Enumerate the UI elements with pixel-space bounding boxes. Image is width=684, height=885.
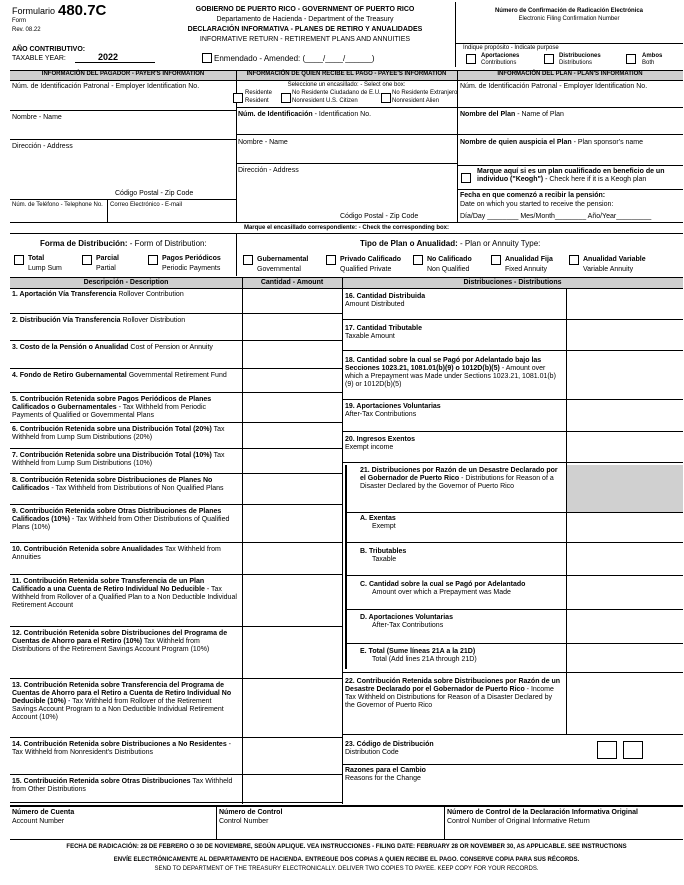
- left-line-9: [12, 508, 238, 532]
- plan-fixed-annuity-en: Fixed Annuity: [505, 266, 548, 273]
- right-line-8-es: B. Tributables: [360, 548, 407, 555]
- left-line-2-en: Rollover Distribution: [122, 317, 186, 324]
- left-line-5-es: 5. Contribución Retenida sobre Pagos Periódicos de Planes Calificados o Gubernamentales: [12, 396, 212, 411]
- keogh-label-en: - Check here if it is a Keogh plan: [545, 176, 647, 183]
- plan-fixed-annuity-es: Anualidad Fija: [505, 256, 553, 263]
- right-line-3: [345, 357, 563, 389]
- plan-sponsor-label-es: Nombre de quien auspicia el Plan: [460, 139, 572, 146]
- right-line-9: [360, 581, 564, 597]
- left-line-3-amount[interactable]: [243, 341, 341, 368]
- pension-date-fields[interactable]: Día/Day ________ Mes/Month________ Año/Year_________: [460, 213, 652, 220]
- payer-email-label: Correo Electrónico - E-mail: [110, 202, 183, 208]
- right-line-9-amount[interactable]: [567, 577, 682, 608]
- purpose-distributions-label-es: Distribuciones: [559, 53, 601, 59]
- right-line-8-en: Taxable: [372, 556, 397, 563]
- right-line-1-amount[interactable]: [567, 289, 682, 318]
- pension-date-label-en: Date on which you started to receive the pension:: [460, 201, 614, 208]
- right-line-14: [345, 767, 563, 783]
- right-line-9-es: C. Cantidad sobre la cual se Pagó por Adelantado: [360, 581, 526, 588]
- payee-resident-checkbox[interactable]: [233, 93, 243, 103]
- amended-checkbox[interactable]: [202, 53, 212, 63]
- plan-governmental-es: Gubernamental: [257, 256, 309, 263]
- left-line-9-en: - Tax Withheld from Other Distributions of Qualified Plans (10%): [12, 516, 230, 531]
- plan-qualified-private-es: Privado Calificado: [340, 256, 402, 263]
- right-line-14-es: Razones para el Cambio: [345, 767, 426, 774]
- right-line-11: [360, 648, 564, 664]
- left-line-15-amount[interactable]: [243, 775, 341, 802]
- payee-id-label-en: - Identification No.: [314, 111, 372, 118]
- left-line-12: [12, 630, 238, 654]
- right-line-5-es: 20. Ingresos Exentos: [345, 436, 416, 443]
- right-line-10-es: D. Aportaciones Voluntarias: [360, 614, 453, 621]
- left-line-14-amount[interactable]: [243, 738, 341, 774]
- right-line-11-amount[interactable]: [567, 644, 682, 671]
- right-line-12-es: 22. Contribución Retenida sobre Distribuciones por Razón de un Desastre Declarado por el Gobernador de Puerto Rico: [345, 678, 561, 693]
- tax-year-es: AÑO CONTRIBUTIVO:: [12, 46, 86, 53]
- plan-qualified-private-en: Qualified Private: [340, 266, 392, 273]
- dist-form-title-es: Forma de Distribución:: [40, 239, 128, 248]
- left-line-8: [12, 477, 238, 493]
- dist-partial-en: Partial: [96, 265, 116, 272]
- dist-lump-sum-es: Total: [28, 255, 45, 262]
- purpose-both-label-en: Both: [642, 60, 655, 66]
- tax-year-en: TAXABLE YEAR:: [12, 55, 66, 62]
- government-line: GOBIERNO DE PUERTO RICO - GOVERNMENT OF PUERTO RICO: [195, 6, 415, 13]
- form-word: Form: [12, 18, 26, 24]
- keogh-label-es: Marque aquí si es un plan cualificado en beneficio de un individuo ("Keogh"): [477, 168, 665, 183]
- dist-form-title-en: - Form of Distribution:: [129, 239, 207, 248]
- col-header-distributions: Distribuciones - Distributions: [463, 279, 562, 286]
- right-line-5-en: Exempt income: [345, 444, 394, 451]
- control-number-label-en: Control Number: [219, 818, 269, 825]
- right-line-4: [345, 403, 563, 419]
- left-line-3-en: Cost of Pension or Annuity: [130, 344, 213, 351]
- left-line-15-es: 15. Contribución Retenida sobre Otras Distribuciones: [12, 778, 191, 785]
- left-line-11-en: - Tax Withheld from Rollover of a Qualified Plan to a Non Deductible Individual Retirement Account: [12, 586, 237, 609]
- left-line-2-amount[interactable]: [243, 314, 341, 340]
- left-line-4-en: Governmental Retirement Fund: [128, 372, 227, 379]
- left-line-15-en: Tax Withheld from Other Distributions: [12, 778, 233, 793]
- left-line-4-amount[interactable]: [243, 369, 341, 392]
- right-line-12-en: - Income Tax Withheld on Distributions for Reason of a Disaster Declared by the Governor of Puerto Rico: [345, 686, 554, 709]
- original-control-label-es: Número de Control de la Declaración Informativa Original: [447, 809, 638, 816]
- original-control-label-en: Control Number of Original Informative Return: [447, 818, 590, 825]
- left-line-2: [12, 317, 238, 325]
- right-line-13-en: Distribution Code: [345, 749, 399, 756]
- left-line-12-es: 12. Contribución Retenida sobre Distribuciones del Programa de Cuentas de Ahorro para el Retiro (10%): [12, 630, 228, 645]
- payee-nonresident-citizen-es: No Residente Ciudadano de E.U.: [292, 90, 381, 96]
- left-line-13-en: - Tax Withheld from Rollover of the Retirement Savings Account Program to a Non Deductible Individual Retirement Account (10%): [12, 698, 224, 721]
- col-header-description: Descripción - Description: [83, 279, 169, 286]
- right-line-13: [345, 741, 563, 757]
- payee-resident-en: Resident: [245, 98, 269, 104]
- form-label: Formulario: [12, 6, 56, 16]
- plan-ein-label: Núm. de Identificación Patronal - Employer Identification No.: [460, 83, 648, 90]
- payee-section-header: INFORMACIÓN DE QUIEN RECIBE EL PAGO - PAYEE'S INFORMATION: [246, 71, 447, 77]
- left-line-11-es: 11. Contribución Retenida sobre Transferencia de un Plan Calificado a una Cuenta de Retiro Individual No Deducible: [12, 578, 205, 593]
- left-line-15: [12, 778, 238, 794]
- right-line-2: [345, 325, 563, 341]
- payer-section-header: INFORMACIÓN DEL PAGADOR - PAYER'S INFORMATION: [41, 71, 205, 77]
- right-line-7-amount[interactable]: [567, 511, 682, 541]
- form-number: 480.7C: [58, 2, 107, 19]
- right-line-3-en: - Amount over which a Prepayment was Made under Sections 1023.21, 1081.01(b)(9) or 1012D(b)(5): [345, 365, 556, 388]
- right-line-6-es: 21. Distribuciones por Razón de un Desastre Declarado por el Gobernador de Puerto Rico: [360, 467, 558, 482]
- purpose-both-checkbox[interactable]: [626, 54, 636, 64]
- right-line-3-es: 18. Cantidad sobre la cual se Pagó por Adelantado bajo las Secciones 1023.21, 1081.01(b)(9) o 1012D(b)(5): [345, 357, 542, 372]
- right-line-10-amount[interactable]: [567, 610, 682, 642]
- dist-periodic-es: Pagos Periódicos: [162, 255, 221, 262]
- right-line-14-en: Reasons for the Change: [345, 775, 421, 782]
- payee-nonresident-alien-checkbox[interactable]: [381, 93, 391, 103]
- right-line-5: [345, 436, 563, 452]
- plan-non-qualified-en: Non Qualified: [427, 266, 470, 273]
- left-line-10: [12, 546, 238, 562]
- left-line-11: [12, 578, 238, 610]
- left-line-10-en: Tax Withheld from Annuities: [12, 546, 221, 561]
- plan-variable-annuity-en: Variable Annuity: [583, 266, 634, 273]
- plan-non-qualified-es: No Calificado: [427, 256, 472, 263]
- left-line-1-es: 1. Aportación Vía Transferencia: [12, 291, 117, 298]
- left-line-12-en: Tax Withheld from Distributions of the Retirement Savings Account Program (10%): [12, 638, 210, 653]
- left-line-1-en: Rollover Contribution: [118, 291, 184, 298]
- right-line-6-en: - Distributions for Reason of a Disaster Declared by the Governor of Puerto Rico: [360, 475, 554, 490]
- right-line-2-en: Taxable Amount: [345, 333, 395, 340]
- payee-name-label: Nombre - Name: [238, 139, 288, 146]
- left-line-1-amount[interactable]: [243, 288, 341, 313]
- left-line-10-amount[interactable]: [243, 543, 341, 574]
- plan-sponsor-label-en: - Plan sponsor's name: [573, 139, 644, 146]
- payee-id-label-es: Núm. de Identificación: [238, 111, 313, 118]
- dist-periodic-checkbox[interactable]: [148, 255, 158, 265]
- payee-nonresident-alien-es: No Residente Extranjero: [392, 90, 458, 96]
- line-21-shaded-area: [567, 465, 683, 512]
- account-number-label-es: Número de Cuenta: [12, 809, 75, 816]
- keogh-label: [477, 168, 681, 184]
- left-line-14: [12, 741, 238, 757]
- left-line-14-es: 14. Contribución Retenida sobre Distribuciones a No Residentes: [12, 741, 227, 748]
- payer-zip-label: Código Postal - Zip Code: [115, 190, 194, 197]
- right-line-8: [360, 548, 564, 564]
- left-line-8-en: - Tax Withheld from Distributions of Non Qualified Plans: [51, 485, 224, 492]
- dist-partial-es: Parcial: [96, 255, 119, 262]
- left-line-13: [12, 682, 238, 722]
- dist-lump-sum-checkbox[interactable]: [14, 255, 24, 265]
- left-line-2-es: 2. Distribución Vía Transferencia: [12, 317, 121, 324]
- pension-date-label-es: Fecha en que comenzó a recibir la pensión:: [460, 192, 606, 199]
- purpose-label: Indique propósito - Indicate purpose: [463, 45, 559, 51]
- left-line-14-en: - Tax Withheld from Nonresident's Distributions: [12, 741, 232, 756]
- right-line-4-en: After-Tax Contributions: [345, 411, 417, 418]
- left-line-10-es: 10. Contribución Retenida sobre Anualidades: [12, 546, 164, 553]
- left-line-3: [12, 344, 238, 352]
- plan-type-title-en: - Plan or Annuity Type:: [460, 239, 541, 248]
- plan-non-qualified-checkbox[interactable]: [413, 255, 423, 265]
- plan-section-header: INFORMACIÓN DEL PLAN - PLAN'S INFORMATION: [497, 71, 643, 77]
- right-line-10-en: After-Tax Contributions: [372, 622, 444, 629]
- form-title-es: DECLARACIÓN INFORMATIVA - PLANES DE RETIRO Y ANUALIDADES: [187, 26, 423, 33]
- payee-resident-es: Residente: [245, 90, 273, 96]
- tax-year: 2022: [98, 52, 119, 62]
- plan-type-title-es: Tipo de Plan o Anualidad:: [360, 239, 458, 248]
- right-line-2-amount[interactable]: [567, 321, 682, 349]
- left-line-6-en: Tax Withheld from Lump Sum Distributions (20%): [12, 426, 225, 441]
- footer-send-en: SEND TO DEPARTMENT OF THE TREASURY ELECTRONICALLY. DELIVER TWO COPIES TO PAYEE. KEEP COPY FOR YOUR RECORDS.: [154, 866, 539, 872]
- left-line-7: [12, 452, 238, 468]
- left-line-6: [12, 426, 238, 442]
- plan-sponsor-label: [460, 139, 643, 147]
- left-line-12-amount[interactable]: [243, 627, 341, 678]
- left-line-6-amount[interactable]: [243, 423, 341, 448]
- right-line-7: [360, 515, 564, 531]
- left-line-9-es: 9. Contribución Retenida sobre Otras Distribuciones de Planes Calificados (10%): [12, 508, 222, 523]
- left-line-8-amount[interactable]: [243, 474, 341, 504]
- revision: Rev. 08.22: [12, 27, 41, 33]
- payee-select-label: Seleccione un encasillado: - Select one box:: [287, 82, 406, 88]
- right-line-8-amount[interactable]: [567, 544, 682, 574]
- purpose-both-label-es: Ambos: [642, 53, 663, 59]
- plan-variable-annuity-es: Anualidad Variable: [583, 256, 646, 263]
- left-line-13-es: 13. Contribución Retenida sobre Transferencia del Programa de Cuentas de Ahorro para el Retiro a Cuenta de Retiro Individual No Deducible (10%): [12, 682, 232, 705]
- payer-name-label: Nombre - Name: [12, 114, 62, 121]
- payee-nonresident-citizen-en: Nonresident U.S. Citizen: [292, 98, 358, 104]
- left-line-5-en: - Tax Withheld from Periodic Payments of Qualified or Governmental Plans: [12, 404, 207, 419]
- left-line-7-en: Tax Withheld from Lump Sum Distributions (10%): [12, 452, 225, 467]
- plan-governmental-checkbox[interactable]: [243, 255, 253, 265]
- footer-send-es: ENVÍE ELECTRÓNICAMENTE AL DEPARTAMENTO DE HACIENDA. ENTREGUE DOS COPIAS A QUIEN RECIBE EL PAGO. CONSERVE COPIA PARA SUS RÉCORDS.: [113, 857, 580, 863]
- left-line-5: [12, 396, 238, 420]
- left-line-7-amount[interactable]: [243, 449, 341, 473]
- keogh-checkbox[interactable]: [461, 173, 471, 183]
- plan-qualified-private-checkbox[interactable]: [326, 255, 336, 265]
- plan-type-title: [360, 239, 540, 248]
- right-line-13-es: 23. Código de Distribución: [345, 741, 434, 748]
- right-line-4-es: 19. Aportaciones Voluntarias: [345, 403, 441, 410]
- dist-lump-sum-en: Lump Sum: [28, 265, 62, 272]
- plan-variable-annuity-checkbox[interactable]: [569, 255, 579, 265]
- right-line-1-en: Amount Distributed: [345, 301, 405, 308]
- right-line-3-amount[interactable]: [567, 353, 682, 398]
- right-line-7-es: A. Exentas: [360, 515, 396, 522]
- form-title-en: INFORMATIVE RETURN - RETIREMENT PLANS AND ANNUITIES: [199, 36, 411, 43]
- left-line-8-es: 8. Contribución Retenida sobre Distribuciones de Planes No Calificados: [12, 477, 213, 492]
- distribution-code-box-1[interactable]: [597, 741, 617, 759]
- confirmation-label-es: Número de Confirmación de Radicación Electrónica: [494, 8, 644, 14]
- payee-address-label: Dirección - Address: [238, 167, 299, 174]
- plan-name-label-es: Nombre del Plan: [460, 111, 516, 118]
- right-line-9-en: Amount over which a Prepayment was Made: [372, 589, 511, 596]
- payee-nonresident-citizen-checkbox[interactable]: [281, 93, 291, 103]
- left-line-5-amount[interactable]: [243, 393, 341, 422]
- left-line-7-es: 7. Contribución Retenida sobre una Distribución Total (10%): [12, 452, 212, 459]
- payer-phone-label: Núm. de Teléfono - Telephone No.: [12, 202, 103, 208]
- confirmation-label-en: Electronic Filing Confirmation Number: [518, 16, 620, 22]
- dist-periodic-en: Periodic Payments: [162, 265, 221, 272]
- right-line-1: [345, 293, 563, 309]
- right-line-7-en: Exempt: [372, 523, 396, 530]
- plan-governmental-en: Governmental: [257, 266, 301, 273]
- plan-name-label-en: - Name of Plan: [517, 111, 564, 118]
- left-line-11-amount[interactable]: [243, 575, 341, 626]
- footer-filing-date: FECHA DE RADICACIÓN: 28 DE FEBRERO O 30 DE NOVIEMBRE, SEGÚN APLIQUE. VEA INSTRUCCIONES - FILING DATE: FEBRUARY 28 OR NOVEMBER 30, AS APPLICABLE. SEE INSTRUCTIONS: [66, 844, 627, 850]
- right-line-1-es: 16. Cantidad Distribuida: [345, 293, 426, 300]
- account-number-label-en: Account Number: [12, 818, 65, 825]
- left-line-1: [12, 291, 238, 299]
- plan-name-label: [460, 111, 564, 119]
- right-line-4-amount[interactable]: [567, 399, 682, 430]
- purpose-contributions-label-en: Contributions: [481, 60, 517, 66]
- payee-zip-label: Código Postal - Zip Code: [340, 213, 419, 220]
- purpose-contributions-label-es: Aportaciones: [481, 53, 520, 59]
- dist-partial-checkbox[interactable]: [82, 255, 92, 265]
- mark-box-instruction: Marque el encasillado correspondiente: - Check the corresponding box:: [243, 225, 450, 231]
- left-line-4: [12, 372, 238, 380]
- right-line-6: [360, 467, 564, 491]
- payee-nonresident-alien-en: Nonresident Alien: [392, 98, 440, 104]
- purpose-distributions-label-en: Distributions: [559, 60, 593, 66]
- left-line-9-amount[interactable]: [243, 505, 341, 542]
- payer-address-label: Dirección - Address: [12, 143, 73, 150]
- control-number-label-es: Número de Control: [219, 809, 283, 816]
- purpose-distributions-checkbox[interactable]: [544, 54, 554, 64]
- payer-ein-label: Núm. de Identificación Patronal - Employer Identification No.: [12, 83, 200, 90]
- left-line-6-es: 6. Contribución Retenida sobre una Distribución Total (20%): [12, 426, 212, 433]
- payee-id-label: [238, 111, 371, 119]
- left-line-13-amount[interactable]: [243, 679, 341, 737]
- plan-fixed-annuity-checkbox[interactable]: [491, 255, 501, 265]
- right-line-5-amount[interactable]: [567, 432, 682, 461]
- right-line-11-en: Total (Add lines 21A through 21D): [372, 656, 477, 663]
- right-line-12: [345, 678, 563, 710]
- distribution-code-box-2[interactable]: [623, 741, 643, 759]
- left-line-3-es: 3. Costo de la Pensión o Anualidad: [12, 344, 129, 351]
- dist-form-title: [40, 239, 207, 248]
- amended-label: Enmendado - Amended: (____/____/______): [214, 54, 375, 63]
- right-line-11-es: E. Total (Sume líneas 21A a la 21D): [360, 648, 476, 655]
- right-line-2-es: 17. Cantidad Tributable: [345, 325, 423, 332]
- right-line-12-amount[interactable]: [567, 674, 682, 733]
- col-header-amount: Cantidad - Amount: [260, 279, 324, 286]
- purpose-contributions-checkbox[interactable]: [466, 54, 476, 64]
- department-line: Departamento de Hacienda - Department of the Treasury: [216, 16, 394, 23]
- line-21-bracket: [345, 465, 347, 669]
- right-line-10: [360, 614, 564, 630]
- left-line-4-es: 4. Fondo de Retiro Gubernamental: [12, 372, 127, 379]
